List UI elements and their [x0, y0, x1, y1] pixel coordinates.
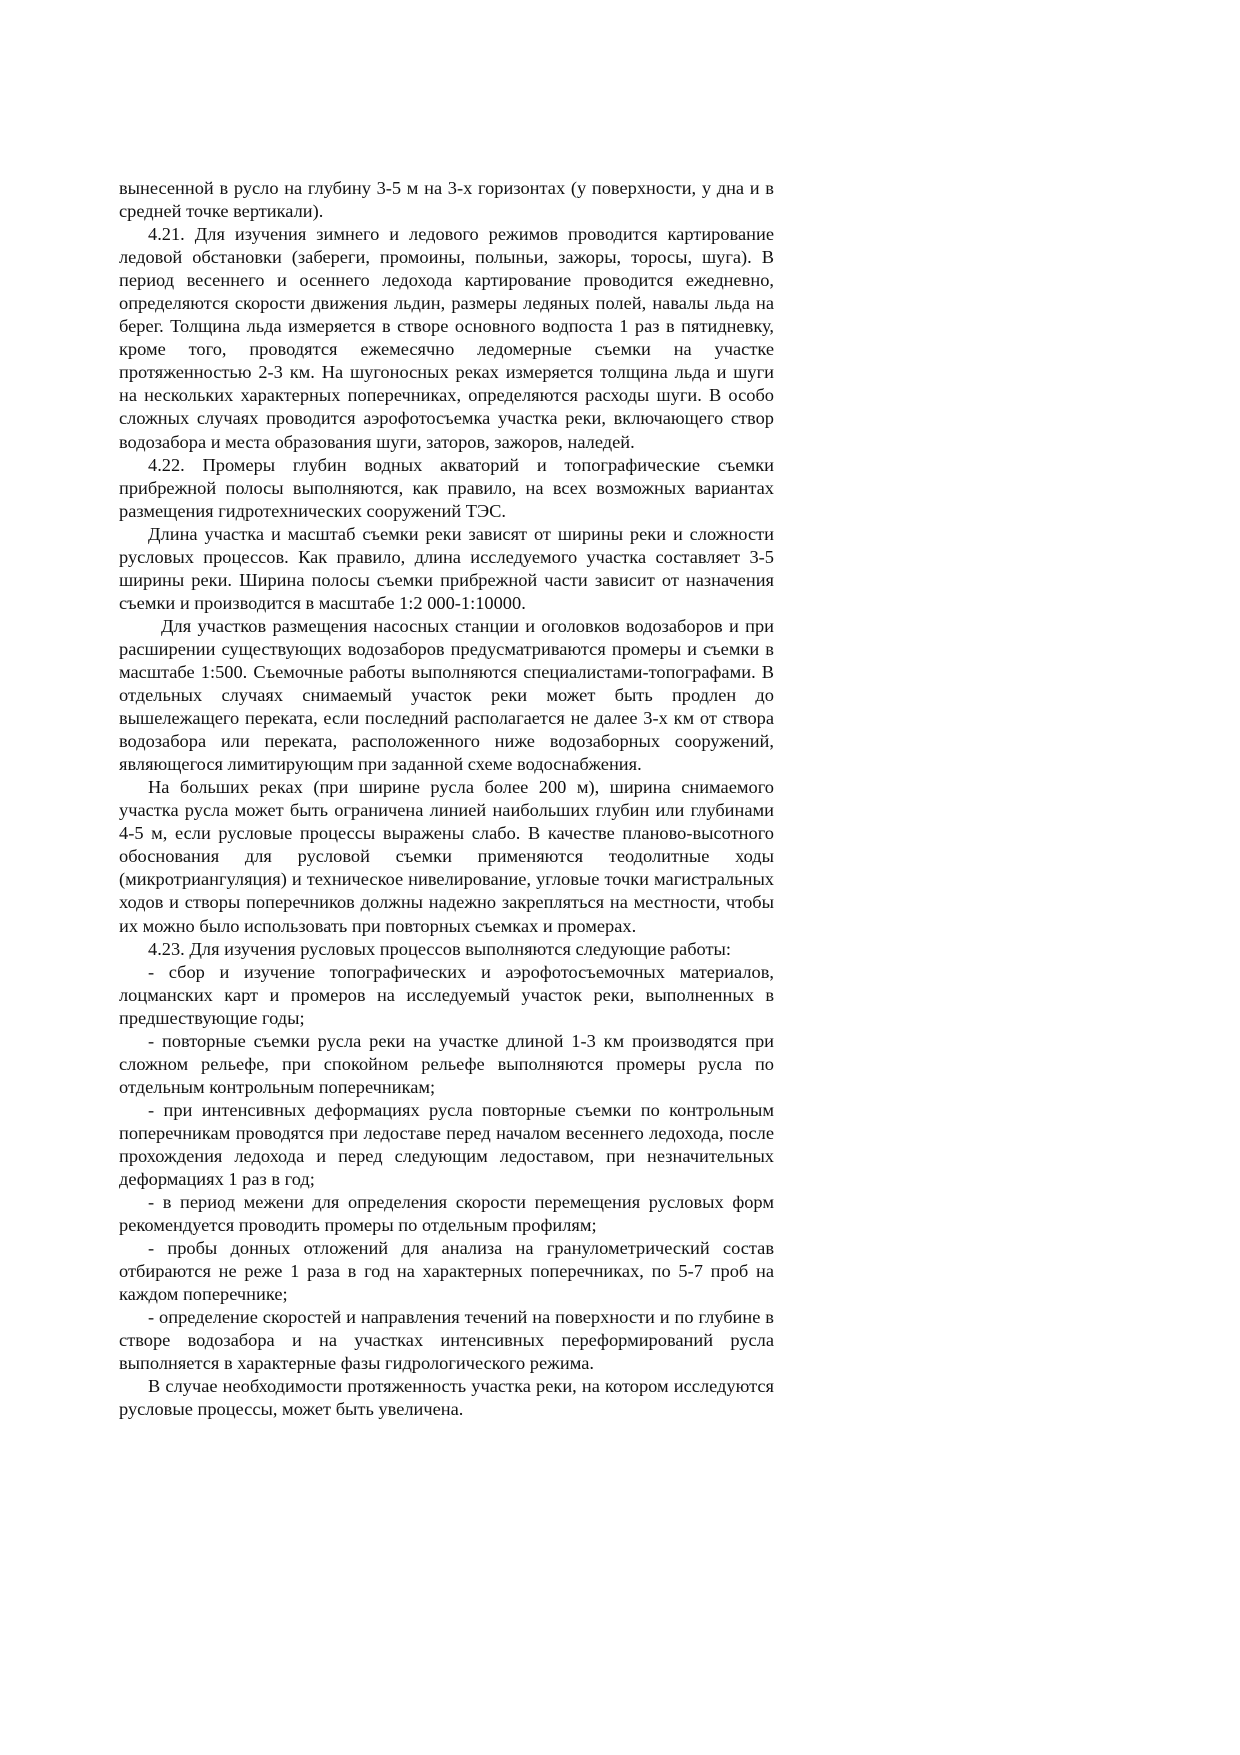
list-item: - повторные съемки русла реки на участке длиной 1-3 км производятся при сложном рельефе, при спокойном рельефе выполняются промеры русла по отдельным контрольным поперечникам;: [119, 1030, 774, 1097]
document-page: [119, 177, 774, 1422]
list-item: - пробы донных отложений для анализа на гранулометрический состав отбираются не реже 1 раза в год на характерных поперечниках, по 5-7 проб на каждом поперечнике;: [119, 1238, 774, 1305]
list-item: - определение скоростей и направления течений на поверхности и по глубине в створе водозабора и на участках интенсивных переформирований русла выполняется в характерные фазы гидрологического режима.: [119, 1307, 774, 1374]
paragraph-survey-length: Длина участка и масштаб съемки реки зависят от ширины реки и сложности русловых процессов. Как правило, длина исследуемого участка составляет 3-5 ширины реки. Ширина полосы съемки прибрежной части зависит от назначения съемки и производится в масштабе 1:2 000-1:10000.: [119, 523, 774, 613]
paragraph-continuation: вынесенной в русло на глубину 3-5 м на 3-х горизонтах (у поверхности, у дна и в средней точке вертикали).: [119, 178, 774, 222]
paragraph-closing: В случае необходимости протяженность участка реки, на котором исследуются русловые процессы, может быть увеличена.: [119, 1376, 774, 1420]
paragraph-4-21: 4.21. Для изучения зимнего и ледового режимов проводится картирование ледовой обстановки (забереги, промоины, полыньи, зажоры, торосы, шуга). В период весеннего и осеннего ледохода картирование проводится ежедневно, определяются скорости движения льдин, размеры ледяных полей, навалы льда на берег. Толщина льда измеряется в створе основного водпоста 1 раз в пятидневку, кроме того, проводятся ежемесячно ледомерные съемки на участке протяженностью 2-3 км. На шугоносных реках измеряется толщина льда и шуги на нескольких характерных поперечниках, определяются расходы шуги. В особо сложных случаях проводится аэрофотосъемка участка реки, включающего створ водозабора и места образования шуги, заторов, зажоров, наледей.: [119, 224, 774, 452]
paragraph-4-22: 4.22. Промеры глубин водных акваторий и топографические съемки прибрежной полосы выполняются, как правило, на всех возможных вариантах размещения гидротехнических сооружений ТЭС.: [119, 454, 774, 521]
paragraph-4-23: 4.23. Для изучения русловых процессов выполняются следующие работы:: [148, 938, 732, 959]
paragraph-pumping-stations: Для участков размещения насосных станции и оголовков водозаборов и при расширении существующих водозаборов предусматриваются промеры и съемки в масштабе 1:500. Съемочные работы выполняются специалистами-топографами. В отдельных случаях снимаемый участок реки может быть продлен до вышележащего переката, если последний располагается не далее 3-х км от створа водозабора или переката, расположенного ниже водозаборных сооружений, являющегося лимитирующим при заданной схеме водоснабжения.: [119, 615, 774, 775]
list-item: - сбор и изучение топографических и аэрофотосъемочных материалов, лоцманских карт и промеров на исследуемый участок реки, выполненных в предшествующие годы;: [119, 961, 774, 1028]
list-item: - в период межени для определения скорости перемещения русловых форм рекомендуется проводить промеры по отдельным профилям;: [119, 1192, 774, 1236]
paragraph-large-rivers: На больших реках (при ширине русла более 200 м), ширина снимаемого участка русла может быть ограничена линией наибольших глубин или глубинами 4-5 м, если русловые процессы выражены слабо. В качестве планово-высотного обоснования для русловой съемки применяются теодолитные ходы (микротриангуляция) и техническое нивелирование, угловые точки магистральных ходов и створы поперечников должны надежно закрепляться на местности, чтобы их можно было использовать при повторных съемках и промерах.: [119, 777, 774, 936]
list-item: - при интенсивных деформациях русла повторные съемки по контрольным поперечникам проводятся при ледоставе перед началом весеннего ледохода, после прохождения ледохода и перед следующим ледоставом, при незначительных деформациях 1 раз в год;: [119, 1099, 774, 1190]
